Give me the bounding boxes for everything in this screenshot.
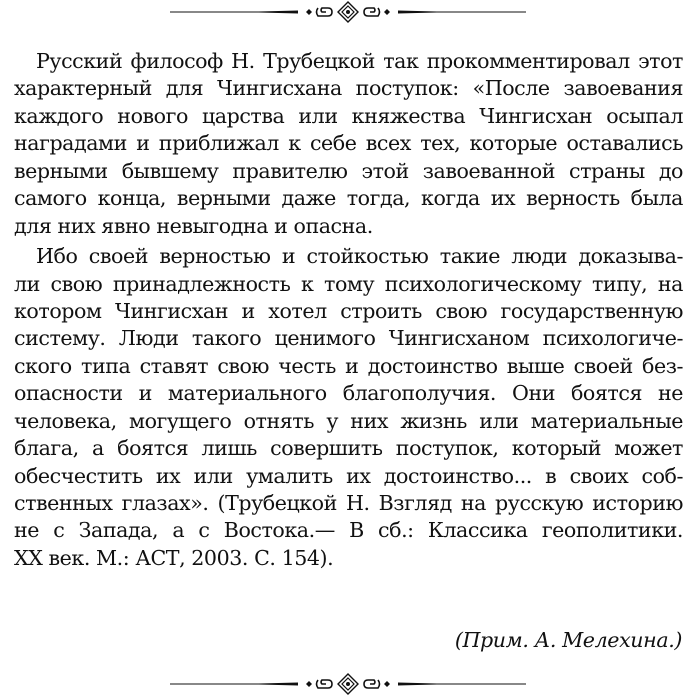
text-line: характерный для Чингисхана поступок: «После завоевания [14, 76, 683, 101]
text-line: для них явно невыгодна и опасна. [14, 213, 373, 238]
text-line: наградами и приближал к себе всех тех, которые оставались [14, 131, 683, 156]
body-text [14, 48, 683, 572]
text-line: систему. Люди такого ценимого Чингисханом психологиче- [14, 326, 683, 351]
text-line: опасности и материального благополучия. Они боятся не [14, 381, 683, 406]
text-line: каждого нового царства или княжества Чингисхан осыпал [14, 103, 683, 128]
ornament-icon [170, 0, 526, 24]
text-line: ского типа ставят свою честь и достоинство выше своей без- [14, 353, 683, 378]
text-line: самого конца, верными даже тогда, когда их верность была [14, 186, 683, 211]
text-line: верными бывшему правителю этой завоеванной страны до [14, 158, 683, 183]
text-line: котором Чингисхан и хотел строить свою государственную [14, 298, 683, 323]
text-line: Русский философ Н. Трубецкой так прокомментировал этот [36, 49, 683, 73]
text-line: блага, а боятся лишь совершить поступок, который может [14, 436, 683, 461]
text-line: человека, могущего отнять у них жизнь или материальные [14, 408, 683, 433]
top-ornament-divider [170, 0, 526, 24]
text-line: не с Запада, а с Востока.— В сб.: Классика геополитики. [14, 518, 683, 543]
paragraph-1 [14, 48, 683, 240]
bottom-ornament-divider [170, 672, 526, 696]
text-line: XX век. М.: АСТ, 2003. С. 154). [14, 545, 334, 570]
text-line: ственных глазах». (Трубецкой Н. Взгляд на русскую историю [14, 491, 683, 515]
text-line: Ибо своей верностью и стойкостью такие люди доказыва- [36, 244, 683, 269]
ornament-icon [170, 672, 526, 696]
text-line: ли свою принадлежность к тому психологическому типу, на [14, 271, 683, 296]
translator-note: (Прим. А. Мелехина.) [454, 628, 682, 652]
text-line: обесчестить их или умалить их достоинство... в своих соб- [14, 463, 683, 488]
paragraph-2 [14, 243, 683, 572]
